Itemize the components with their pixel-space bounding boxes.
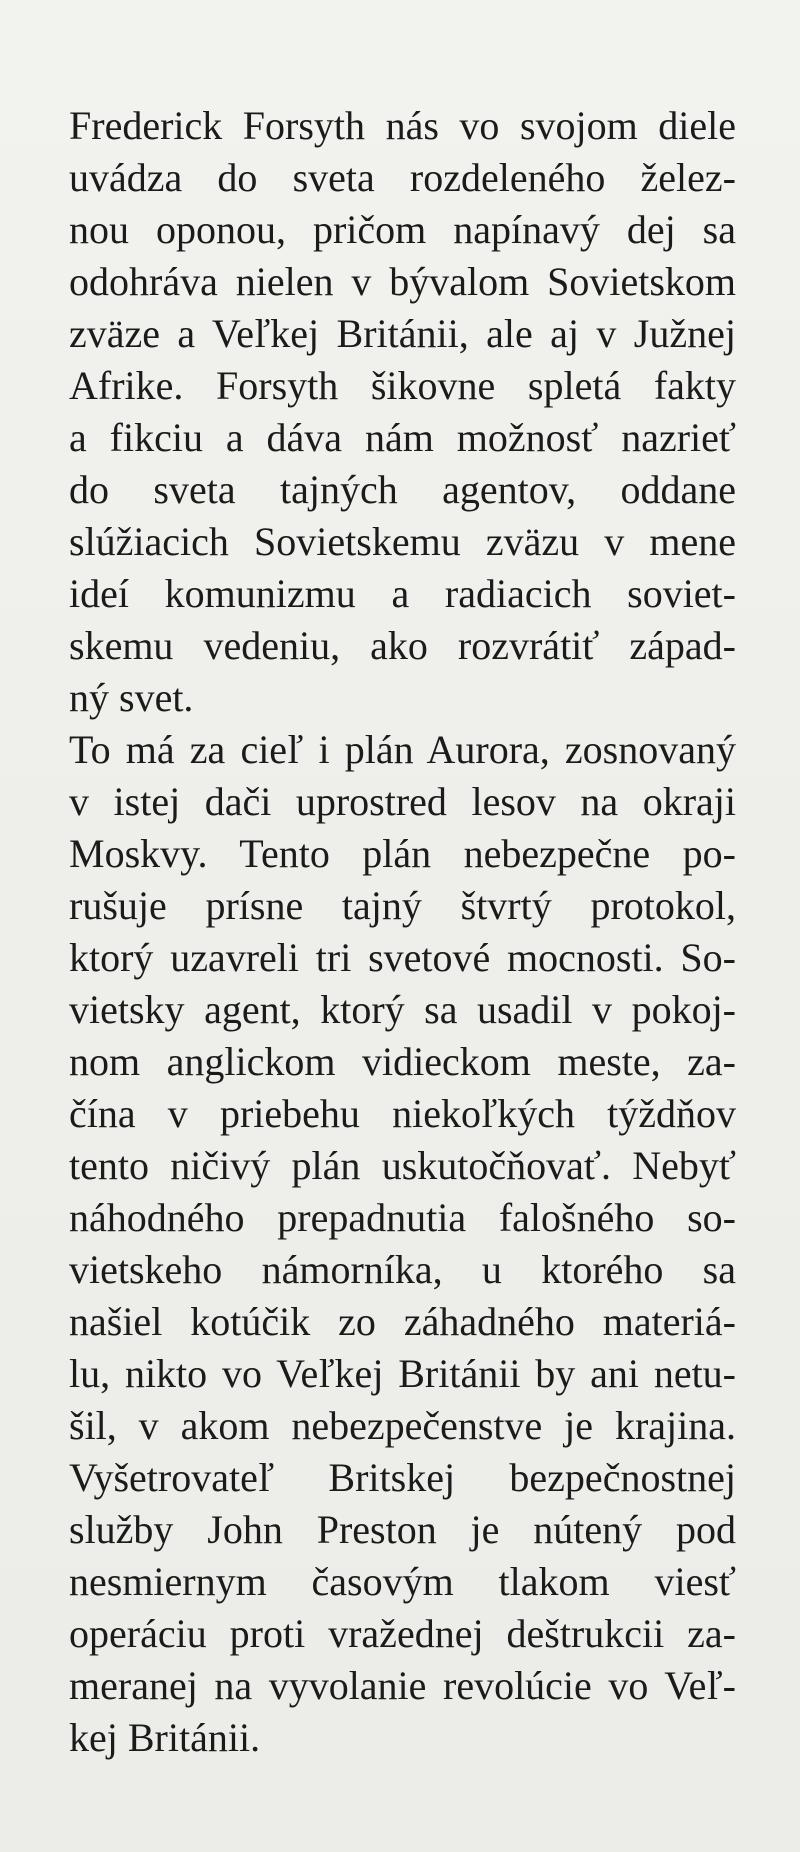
- text-line: do sveta tajných agentov, oddane: [69, 467, 736, 512]
- text-line: nesmiernym časovým tlakom viesť: [69, 1559, 736, 1604]
- text-line: odohráva nielen v bývalom Sovietskom: [69, 259, 736, 304]
- text-line: kej Británii.: [69, 1715, 261, 1760]
- text-line: čína v priebehu niekoľkých týždňov: [69, 1091, 736, 1136]
- text-line: rušuje prísne tajný štvrtý protokol,: [69, 883, 736, 928]
- text-line: lu, nikto vo Veľkej Británii by ani netu-: [69, 1351, 736, 1396]
- text-line: uvádza do sveta rozdeleného želez-: [69, 155, 736, 200]
- text-line: slúžiacich Sovietskemu zväzu v mene: [69, 519, 736, 564]
- text-line: To má za cieľ i plán Aurora, zosnovaný: [69, 727, 736, 772]
- text-line: Moskvy. Tento plán nebezpečne po-: [69, 831, 736, 876]
- text-line: Afrike. Forsyth šikovne spletá fakty: [69, 363, 736, 408]
- text-line: šil, v akom nebezpečenstve je krajina.: [69, 1403, 736, 1448]
- text-line: a fikciu a dáva nám možnosť nazrieť: [69, 415, 736, 460]
- text-line: našiel kotúčik zo záhadného materiá-: [69, 1299, 736, 1344]
- text-line: tento ničivý plán uskutočňovať. Nebyť: [69, 1143, 736, 1188]
- text-line: skemu vedeniu, ako rozvrátiť západ-: [69, 623, 736, 668]
- text-line: v istej dači uprostred lesov na okraji: [69, 779, 736, 824]
- text-line: vietsky agent, ktorý sa usadil v pokoj-: [69, 987, 736, 1032]
- text-line: operáciu proti vražednej deštrukcii za-: [69, 1611, 736, 1656]
- text-line: nou oponou, pričom napínavý dej sa: [69, 207, 736, 252]
- text-line: zväze a Veľkej Británii, ale aj v Južnej: [69, 311, 736, 356]
- text-line: nom anglickom vidieckom meste, za-: [69, 1039, 736, 1084]
- text-line: náhodného prepadnutia falošného so-: [69, 1195, 736, 1240]
- text-line: ktorý uzavreli tri svetové mocnosti. So-: [69, 935, 736, 980]
- text-line: ný svet.: [69, 675, 194, 720]
- text-line: meranej na vyvolanie revolúcie vo Veľ-: [69, 1663, 736, 1708]
- text-line: ideí komunizmu a radiacich soviet-: [69, 571, 736, 616]
- text-line: Vyšetrovateľ Britskej bezpečnostnej: [69, 1455, 736, 1500]
- text-line: Frederick Forsyth nás vo svojom diele: [69, 103, 736, 148]
- text-line: vietskeho námorníka, u ktorého sa: [69, 1247, 736, 1292]
- text-line: služby John Preston je nútený pod: [69, 1507, 736, 1552]
